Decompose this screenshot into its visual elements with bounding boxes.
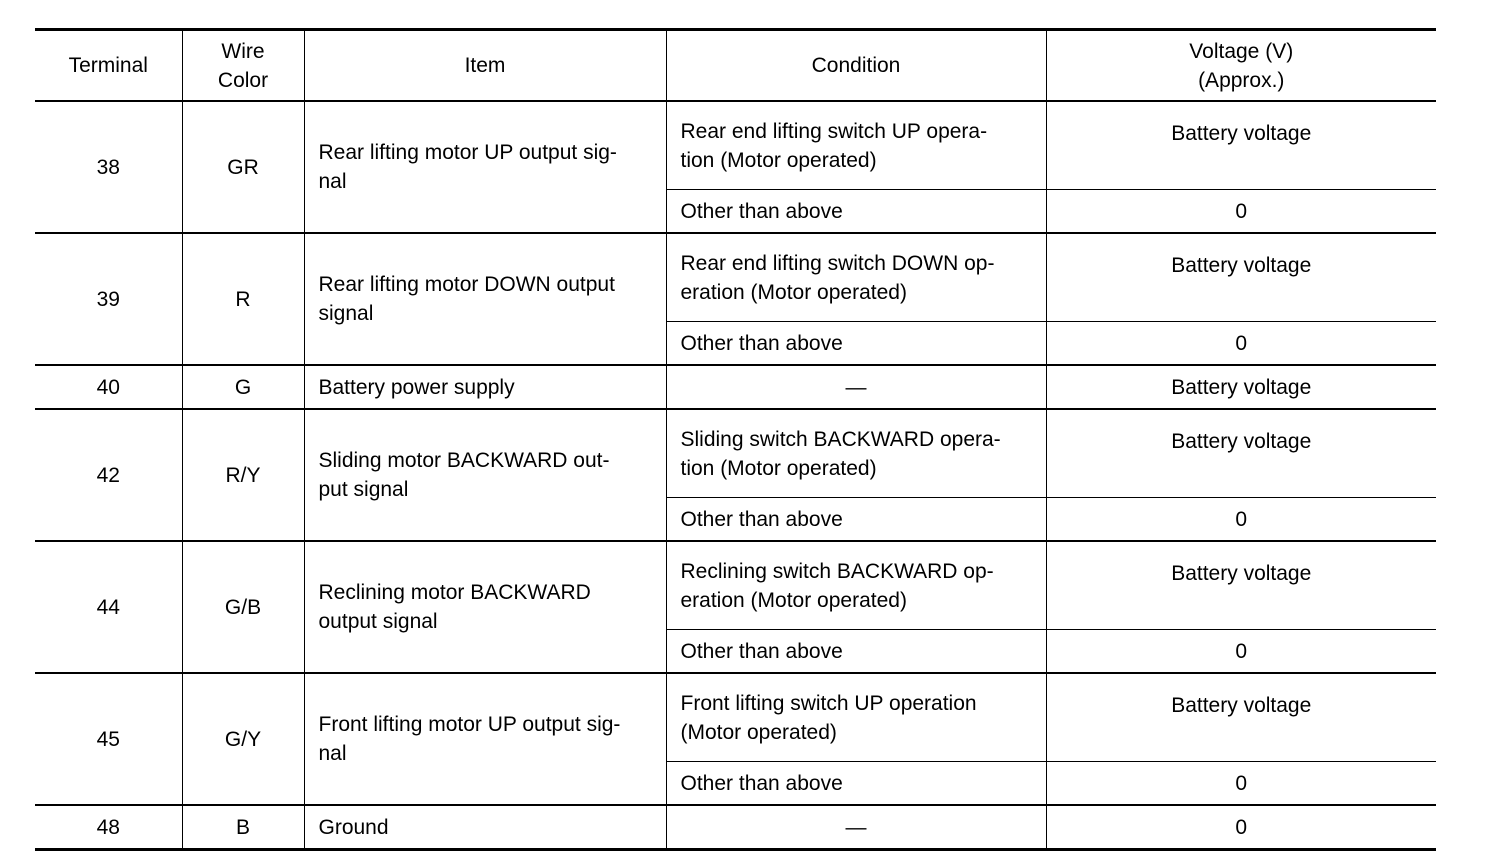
- header-item: Item: [304, 30, 666, 102]
- wire-color-cell: G/B: [182, 541, 304, 673]
- condition-cell: —: [666, 365, 1046, 409]
- item-cell: Sliding motor BACKWARD out- put signal: [304, 409, 666, 541]
- terminal-cell: 48: [35, 805, 182, 850]
- item-cell: Rear lifting motor DOWN output signal: [304, 233, 666, 365]
- table-row: [35, 673, 1436, 762]
- wire-color-cell: R: [182, 233, 304, 365]
- condition-cell: Other than above: [666, 630, 1046, 674]
- item-cell: Reclining motor BACKWARD output signal: [304, 541, 666, 673]
- table-row: [35, 541, 1436, 630]
- header-terminal: Terminal: [35, 30, 182, 102]
- table-header-row: [35, 30, 1436, 102]
- header-condition: Condition: [666, 30, 1046, 102]
- condition-cell: Other than above: [666, 190, 1046, 234]
- voltage-cell: 0: [1046, 805, 1436, 850]
- table-row: [35, 805, 1436, 850]
- condition-cell: Sliding switch BACKWARD opera- tion (Motor operated): [666, 409, 1046, 498]
- voltage-cell: Battery voltage: [1046, 233, 1436, 322]
- item-cell: Ground: [304, 805, 666, 850]
- voltage-cell: Battery voltage: [1046, 673, 1436, 762]
- condition-cell: Rear end lifting switch UP opera- tion (Motor operated): [666, 101, 1046, 190]
- voltage-cell: Battery voltage: [1046, 541, 1436, 630]
- table-row: [35, 365, 1436, 409]
- table-body: [35, 101, 1436, 850]
- voltage-cell: 0: [1046, 322, 1436, 366]
- condition-cell: Reclining switch BACKWARD op- eration (Motor operated): [666, 541, 1046, 630]
- header-wire-color: Wire Color: [182, 30, 304, 102]
- terminal-cell: 44: [35, 541, 182, 673]
- wire-color-cell: G/Y: [182, 673, 304, 805]
- table-row: [35, 409, 1436, 498]
- terminal-cell: 39: [35, 233, 182, 365]
- terminal-voltage-table: [35, 28, 1436, 851]
- condition-cell: Other than above: [666, 322, 1046, 366]
- terminal-cell: 38: [35, 101, 182, 233]
- terminal-cell: 40: [35, 365, 182, 409]
- condition-cell: Other than above: [666, 498, 1046, 542]
- voltage-cell: 0: [1046, 762, 1436, 806]
- terminal-cell: 45: [35, 673, 182, 805]
- condition-cell: Other than above: [666, 762, 1046, 806]
- table-row: [35, 101, 1436, 190]
- wire-color-cell: B: [182, 805, 304, 850]
- voltage-cell: 0: [1046, 630, 1436, 674]
- wire-color-cell: R/Y: [182, 409, 304, 541]
- condition-cell: Front lifting switch UP operation (Motor operated): [666, 673, 1046, 762]
- item-cell: Front lifting motor UP output sig- nal: [304, 673, 666, 805]
- wire-color-cell: GR: [182, 101, 304, 233]
- voltage-cell: Battery voltage: [1046, 101, 1436, 190]
- item-cell: Rear lifting motor UP output sig- nal: [304, 101, 666, 233]
- wire-color-cell: G: [182, 365, 304, 409]
- condition-cell: Rear end lifting switch DOWN op- eration (Motor operated): [666, 233, 1046, 322]
- voltage-cell: 0: [1046, 190, 1436, 234]
- table-row: [35, 233, 1436, 322]
- terminal-cell: 42: [35, 409, 182, 541]
- header-voltage: Voltage (V) (Approx.): [1046, 30, 1436, 102]
- item-cell: Battery power supply: [304, 365, 666, 409]
- voltage-cell: Battery voltage: [1046, 409, 1436, 498]
- condition-cell: —: [666, 805, 1046, 850]
- voltage-cell: Battery voltage: [1046, 365, 1436, 409]
- voltage-cell: 0: [1046, 498, 1436, 542]
